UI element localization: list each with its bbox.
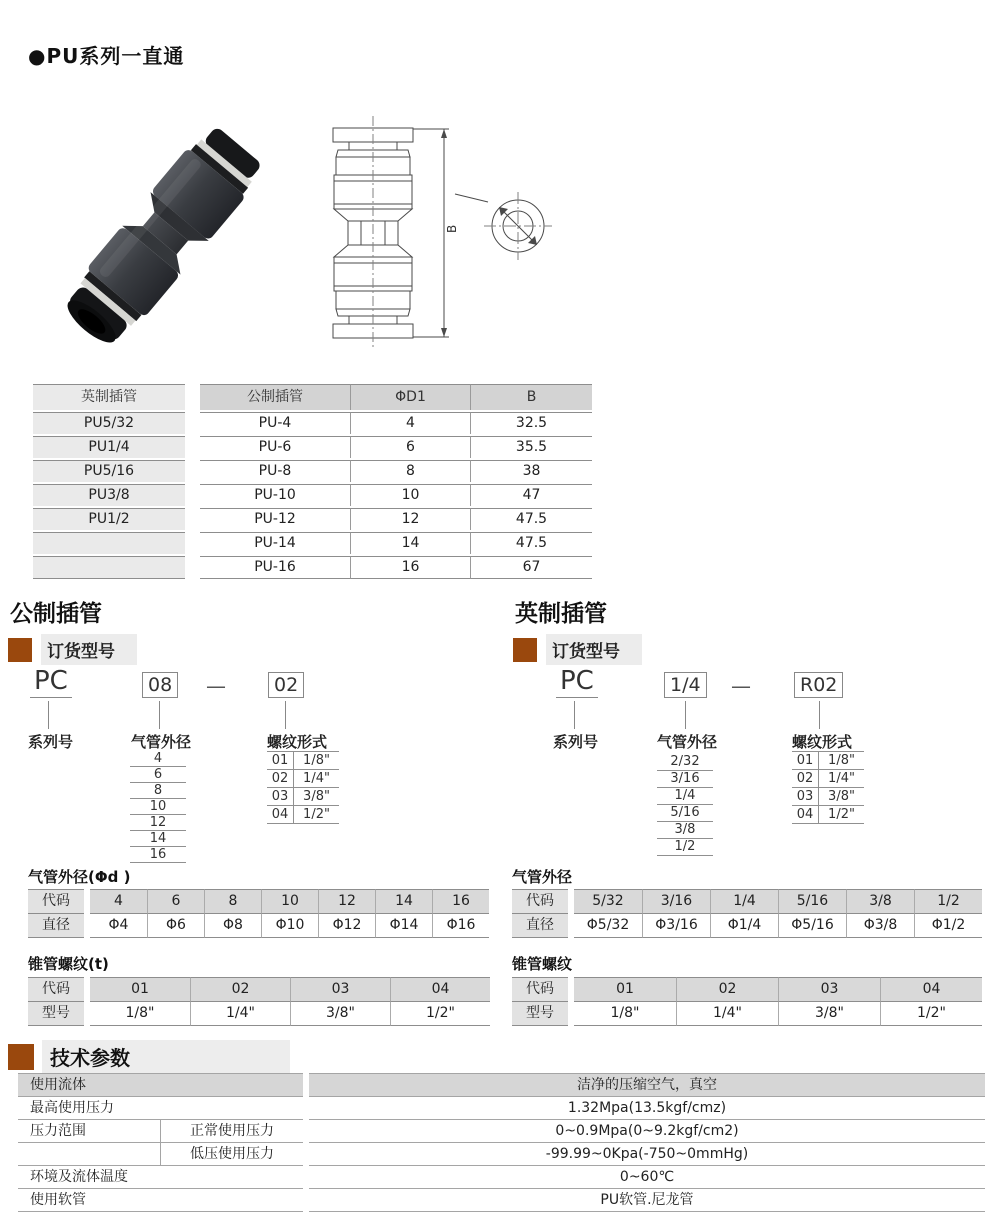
- table-cell: Φ10: [261, 913, 318, 938]
- tech-row: [18, 1166, 985, 1189]
- table-row: [33, 460, 595, 482]
- end-view: [455, 192, 552, 260]
- table-cell: Φ1/4: [710, 913, 778, 938]
- table-cell: 01: [90, 977, 190, 1001]
- table-row: [28, 913, 489, 938]
- imperial-size-list: [657, 754, 713, 856]
- tech-value: 0~0.9Mpa(0~9.2kgf/cm2): [309, 1120, 985, 1143]
- thread-row: [792, 769, 864, 787]
- table-cell: 4: [350, 412, 470, 434]
- table-row: [33, 412, 595, 434]
- table-cell: 10: [261, 889, 318, 913]
- connector-line: [285, 701, 286, 729]
- spacer: [185, 484, 200, 506]
- table-cell: 14: [350, 532, 470, 554]
- imperial-code-size-box: 1/4: [664, 672, 707, 698]
- brown-square-icon: [8, 638, 32, 662]
- page-title: ●PU系列一直通: [28, 44, 185, 68]
- metric-thread-label: 螺纹形式: [267, 733, 328, 751]
- metric-series-label: 系列号: [28, 733, 74, 751]
- row-label: 代码: [512, 977, 568, 1001]
- thread-size: 3/8": [818, 787, 864, 805]
- table-row: [28, 889, 489, 913]
- table-row: [33, 532, 595, 554]
- front-view: [333, 116, 413, 350]
- table-cell: 8: [204, 889, 261, 913]
- table-cell: 35.5: [470, 436, 592, 458]
- table-cell: 03: [290, 977, 390, 1001]
- table-cell: 6: [147, 889, 204, 913]
- table-cell: Φ16: [432, 913, 489, 938]
- table-cell: 02: [190, 977, 290, 1001]
- metric-od-title: 气管外径(Φd ): [28, 868, 131, 886]
- table-cell: PU3/8: [33, 484, 185, 506]
- table-row: [33, 484, 595, 506]
- table-cell: Φ8: [204, 913, 261, 938]
- spacer: [185, 532, 200, 554]
- size-item: 1/2: [657, 839, 713, 856]
- tech-row: [18, 1189, 985, 1212]
- size-item: 3/8: [657, 822, 713, 839]
- table-cell: 1/2": [880, 1001, 982, 1026]
- tech-value: 0~60℃: [309, 1166, 985, 1189]
- fitting-body: [55, 121, 268, 348]
- connector-line: [819, 701, 820, 729]
- table-cell: PU-6: [200, 436, 350, 458]
- imperial-thread-list: [792, 751, 864, 824]
- table-row: [28, 1001, 490, 1026]
- thread-code: 03: [267, 787, 293, 805]
- size-item: 10: [130, 799, 186, 815]
- imperial-series-label: 系列号: [553, 733, 599, 751]
- tech-heading-row: [8, 1040, 290, 1073]
- metric-order-row: [8, 634, 137, 665]
- table-cell: PU1/4: [33, 436, 185, 458]
- size-item: 6: [130, 767, 186, 783]
- table-cell: Φ1/2: [914, 913, 982, 938]
- table-cell: 16: [350, 556, 470, 579]
- table-cell: 12: [350, 508, 470, 530]
- table-cell: Φ3/8: [846, 913, 914, 938]
- table-cell: PU-12: [200, 508, 350, 530]
- tech-value: 洁净的压缩空气，真空: [309, 1073, 985, 1097]
- table-row: [33, 508, 595, 530]
- brown-square-icon: [513, 638, 537, 662]
- table-row: [512, 1001, 982, 1026]
- spacer: [185, 460, 200, 482]
- brown-square-icon: [8, 1044, 34, 1070]
- size-item: 2/32: [657, 754, 713, 771]
- tech-label: 最高使用压力: [18, 1097, 303, 1120]
- table-cell: PU-14: [200, 532, 350, 554]
- connector-line: [574, 701, 575, 729]
- connector-line: [685, 701, 686, 729]
- table-cell: Φ3/16: [642, 913, 710, 938]
- table-cell: PU5/16: [33, 460, 185, 482]
- thread-row: [267, 787, 339, 805]
- table-cell: 47.5: [470, 508, 592, 530]
- table-cell: [33, 556, 185, 579]
- table-cell: 1/8": [574, 1001, 676, 1026]
- table-row: [512, 913, 982, 938]
- table-cell: 3/8": [778, 1001, 880, 1026]
- tech-value: PU软管.尼龙管: [309, 1189, 985, 1212]
- thread-row: [267, 751, 339, 769]
- table-cell: PU1/2: [33, 508, 185, 530]
- thread-row: [792, 805, 864, 824]
- thread-size: 1/4": [293, 769, 339, 787]
- size-item: 5/16: [657, 805, 713, 822]
- tech-row: [18, 1097, 985, 1120]
- table-cell: 1/4": [190, 1001, 290, 1026]
- table-cell: [33, 532, 185, 554]
- table-cell: 03: [778, 977, 880, 1001]
- thread-code: 03: [792, 787, 818, 805]
- tech-label: 使用流体: [18, 1073, 303, 1097]
- metric-taper-table: [28, 977, 490, 1026]
- size-item: 3/16: [657, 771, 713, 788]
- thread-code: 01: [267, 751, 293, 769]
- thread-code: 02: [792, 769, 818, 787]
- imperial-code-dash: —: [731, 674, 751, 698]
- thread-code: 01: [792, 751, 818, 769]
- thread-code: 02: [267, 769, 293, 787]
- metric-code-series: PC: [30, 666, 72, 698]
- thread-size: 3/8": [293, 787, 339, 805]
- table-cell: PU-8: [200, 460, 350, 482]
- table-cell: 14: [375, 889, 432, 913]
- table-cell: 4: [90, 889, 147, 913]
- metric-size-list: [130, 751, 186, 863]
- thread-size: 1/8": [293, 751, 339, 769]
- table-cell: Φ6: [147, 913, 204, 938]
- table-row: [33, 436, 595, 458]
- table-cell: 3/8: [846, 889, 914, 913]
- table-cell: 10: [350, 484, 470, 506]
- imperial-code-series: PC: [556, 666, 598, 698]
- thread-row: [267, 769, 339, 787]
- spacer: [185, 556, 200, 579]
- row-label: 型号: [512, 1001, 568, 1026]
- table-cell: 8: [350, 460, 470, 482]
- table-cell: Φ4: [90, 913, 147, 938]
- imperial-section-heading: 英制插管: [515, 601, 607, 627]
- thread-row: [792, 751, 864, 769]
- column-header: 英制插管: [33, 384, 185, 410]
- size-item: 1/4: [657, 788, 713, 805]
- size-item: 16: [130, 847, 186, 863]
- table-cell: 04: [880, 977, 982, 1001]
- imperial-od-title: 气管外径: [512, 868, 573, 886]
- dimension-b: [413, 129, 459, 337]
- table-row: [28, 977, 490, 1001]
- imperial-order-row: [513, 634, 642, 665]
- row-label: 代码: [28, 889, 84, 913]
- imperial-taper-title: 锥管螺纹: [512, 955, 573, 973]
- table-cell: 47.5: [470, 532, 592, 554]
- table-cell: 16: [432, 889, 489, 913]
- table-row: [33, 556, 595, 579]
- thread-size: 1/2": [293, 805, 339, 824]
- table-cell: 5/16: [778, 889, 846, 913]
- size-item: 8: [130, 783, 186, 799]
- tech-label: 使用软管: [18, 1189, 303, 1212]
- table-cell: 32.5: [470, 412, 592, 434]
- product-photo: [48, 110, 298, 348]
- table-cell: 3/16: [642, 889, 710, 913]
- metric-section-heading: 公制插管: [10, 601, 102, 627]
- tech-value: -99.99~0Kpa(-750~0mmHg): [309, 1143, 985, 1166]
- column-header: ΦD1: [350, 384, 470, 410]
- connector-line: [48, 701, 49, 729]
- tech-row: [18, 1120, 985, 1143]
- spacer: [185, 508, 200, 530]
- connector-line: [159, 701, 160, 729]
- metric-code-thread-box: 02: [268, 672, 304, 698]
- imperial-code-thread-box: R02: [794, 672, 843, 698]
- tech-label: 环境及流体温度: [18, 1166, 303, 1189]
- row-label: 型号: [28, 1001, 84, 1026]
- table-cell: 12: [318, 889, 375, 913]
- metric-code-size-box: 08: [142, 672, 178, 698]
- imperial-size-label: 气管外径: [657, 733, 718, 751]
- table-cell: PU-10: [200, 484, 350, 506]
- row-label: 直径: [512, 913, 568, 938]
- table-cell: 47: [470, 484, 592, 506]
- table-cell: PU-4: [200, 412, 350, 434]
- table-cell: 6: [350, 436, 470, 458]
- tech-row: [18, 1143, 985, 1166]
- table-cell: Φ14: [375, 913, 432, 938]
- imperial-od-table: [512, 889, 982, 938]
- table-cell: Φ5/32: [574, 913, 642, 938]
- table-cell: Φ5/16: [778, 913, 846, 938]
- table-cell: 5/32: [574, 889, 642, 913]
- table-cell: 1/8": [90, 1001, 190, 1026]
- table-cell: 04: [390, 977, 490, 1001]
- metric-code-dash: —: [206, 674, 226, 698]
- column-header: 公制插管: [200, 384, 350, 410]
- size-item: 4: [130, 751, 186, 767]
- table-cell: 1/4: [710, 889, 778, 913]
- dim-label-b: B: [445, 224, 459, 233]
- tech-sub-label: 正常使用压力: [160, 1120, 303, 1143]
- metric-taper-title: 锥管螺纹(t): [28, 955, 109, 973]
- thread-size: 1/8": [818, 751, 864, 769]
- thread-size: 1/2": [818, 805, 864, 824]
- metric-od-table: [28, 889, 489, 938]
- tech-sub-label: 低压使用压力: [160, 1143, 303, 1166]
- table-cell: Φ12: [318, 913, 375, 938]
- metric-thread-list: [267, 751, 339, 824]
- technical-drawing: [300, 108, 580, 356]
- size-item: 14: [130, 831, 186, 847]
- thread-code: 04: [792, 805, 818, 824]
- imperial-thread-label: 螺纹形式: [792, 733, 853, 751]
- imperial-order-label: 订货型号: [546, 634, 642, 665]
- table-cell: PU-16: [200, 556, 350, 579]
- table-cell: 01: [574, 977, 676, 1001]
- row-label: 直径: [28, 913, 84, 938]
- metric-order-label: 订货型号: [41, 634, 137, 665]
- tech-row: [18, 1073, 985, 1097]
- column-header: B: [470, 384, 592, 410]
- table-cell: 1/2": [390, 1001, 490, 1026]
- dimension-table: [33, 384, 595, 581]
- table-cell: 02: [676, 977, 778, 1001]
- table-cell: 67: [470, 556, 592, 579]
- row-label: 代码: [512, 889, 568, 913]
- size-item: 12: [130, 815, 186, 831]
- spacer: [185, 384, 200, 410]
- table-header-row: [33, 384, 595, 410]
- table-cell: 1/2: [914, 889, 982, 913]
- spacer: [185, 412, 200, 434]
- metric-size-label: 气管外径: [131, 733, 192, 751]
- imperial-taper-table: [512, 977, 982, 1026]
- spacer: [185, 436, 200, 458]
- tech-params-table: [18, 1073, 985, 1212]
- tech-label: [18, 1143, 160, 1166]
- thread-row: [792, 787, 864, 805]
- tech-value: 1.32Mpa(13.5kgf/cmz): [309, 1097, 985, 1120]
- thread-size: 1/4": [818, 769, 864, 787]
- table-cell: 3/8": [290, 1001, 390, 1026]
- tech-label: 压力范围: [18, 1120, 160, 1143]
- table-cell: 1/4": [676, 1001, 778, 1026]
- table-row: [512, 889, 982, 913]
- thread-code: 04: [267, 805, 293, 824]
- row-label: 代码: [28, 977, 84, 1001]
- table-cell: PU5/32: [33, 412, 185, 434]
- thread-row: [267, 805, 339, 824]
- table-row: [512, 977, 982, 1001]
- tech-heading: 技术参数: [42, 1040, 290, 1073]
- table-cell: 38: [470, 460, 592, 482]
